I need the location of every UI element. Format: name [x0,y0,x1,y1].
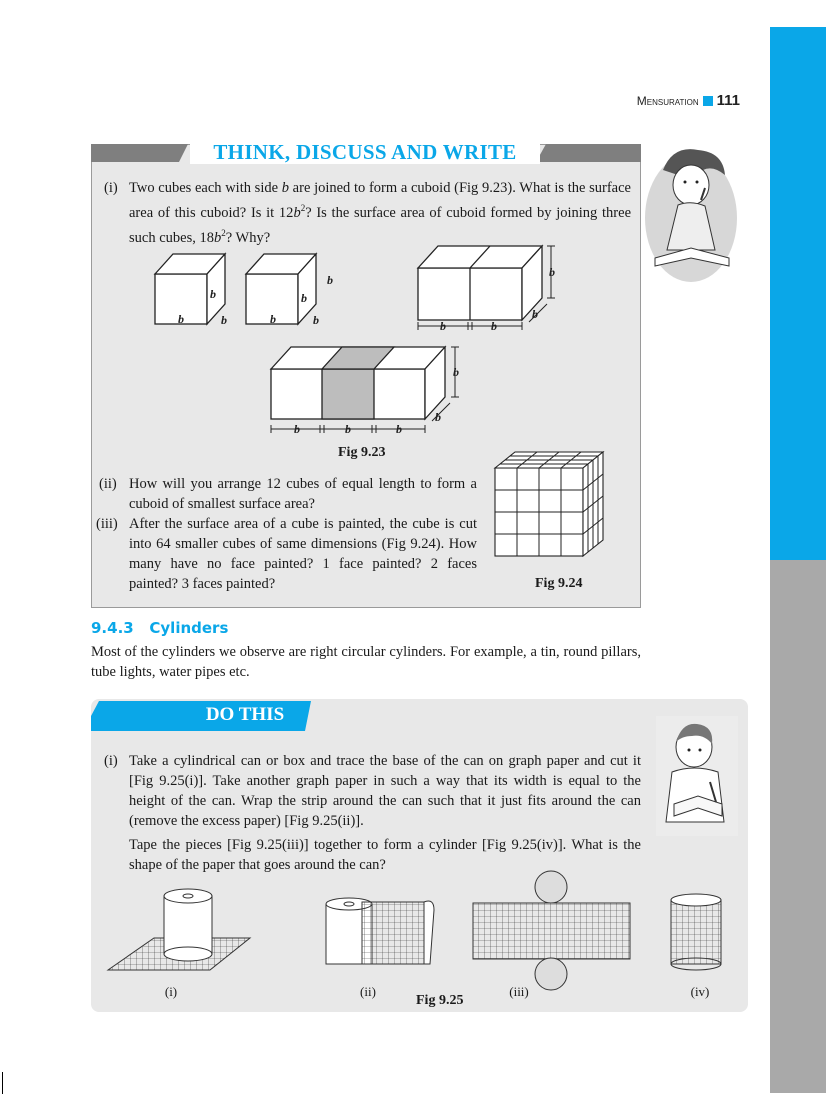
cuboid-3-label-height: b [453,365,459,379]
fig-label-iv: (iv) [690,984,710,999]
cuboid-2-label-depth: b [532,307,538,321]
cube-2-label-top: b [327,273,333,287]
margin-mark [2,1072,3,1094]
cuboid-3-label-2: b [345,422,351,436]
fig-9-23-caption: Fig 9.23 [338,445,386,460]
thinking-child-illustration [643,140,741,285]
chapter-name: Mensuration [636,94,699,108]
think-question-1: (i) Two cubes each with side b are joined to form a cuboid (Fig 9.23). What is the surface area of this cuboid? Is it $12b^2$? Is the surface area of cuboid formed by joining three such cubes, $18b^2$? Why? [104,180,631,246]
fig-iii-cylinder-net [473,871,630,990]
cuboid-3-label-3: b [396,422,402,436]
square-icon [703,96,713,106]
question-label: (ii) [99,476,117,492]
cuboid-2-label-2: b [491,319,497,333]
page-number: 111 [716,92,740,109]
cuboid-3-label-1: b [294,422,300,436]
cuboid-2-label-1: b [440,319,446,333]
cube-1-label-height: b [210,287,216,301]
cube-1-label-bottom: b [178,312,184,326]
fig-iv-cylinder [671,894,721,970]
fig-9-23-cubes [91,240,639,440]
fig-9-24-cube [490,448,630,560]
cuboid-3-label-depth: b [435,410,441,424]
cube-2-label-bottom: b [270,312,276,326]
section-title: Cylinders [149,619,229,637]
section-heading [91,619,228,637]
do-this-question-1: (i) Take a cylindrical can or box and trace the base of the can on graph paper and cut it [Fig 9.25(i)]. Take another graph paper in such a way that its width is equal to the height of the can. Wrap the strip around the can such that it just fits around the can (remove the excess paper) [Fig 9.25(ii)]. [104,753,641,829]
do-this-question-1-cont: Tape the pieces [Fig 9.25(iii)] together to form a cylinder [Fig 9.25(iv)]. What is the shape of the paper that goes around the can? [129,837,641,873]
think-discuss-title: THINK, DISCUSS AND WRITE [190,140,540,164]
shaded-cube-front [322,369,374,419]
fig-9-25-drawings [100,868,740,996]
side-tab-gray [770,560,826,1093]
think-question-3: (iii) After the surface area of a cube is painted, the cube is cut into 64 smaller cubes of same dimensions (Fig 9.24). How many have no face painted? 1 face painted? 2 faces painted? 3 faces painted? [96,516,477,592]
cube-2-label-depth: b [313,313,319,327]
fig-9-25-caption: Fig 9.25 [416,993,464,1008]
cube-2-label-height: b [301,291,307,305]
do-this-title: DO THIS [205,704,285,725]
cube-1-label-depth: b [221,313,227,327]
question-label: (iii) [96,516,118,532]
fig-i-can-on-graph [108,889,250,970]
fig-label-ii: (ii) [360,984,376,999]
side-tab-blue [770,27,826,560]
section-intro: Most of the cylinders we observe are right circular cylinders. For example, a tin, round pillars, tube lights, water pipes etc. [91,644,641,680]
section-number: 9.4.3 [91,619,134,637]
fig-label-i: (i) [164,984,178,999]
question-label: (i) [104,180,118,196]
running-head [600,92,740,112]
question-label: (i) [104,753,118,769]
reading-child-illustration [652,712,742,840]
think-question-2: (ii) How will you arrange 12 cubes of equal length to form a cuboid of smallest surface area? [99,476,477,512]
fig-9-24-caption: Fig 9.24 [535,576,583,591]
fig-ii-wrapping-can [326,898,434,964]
cuboid-2-label-height: b [549,265,555,279]
fig-label-iii: (iii) [509,984,529,999]
